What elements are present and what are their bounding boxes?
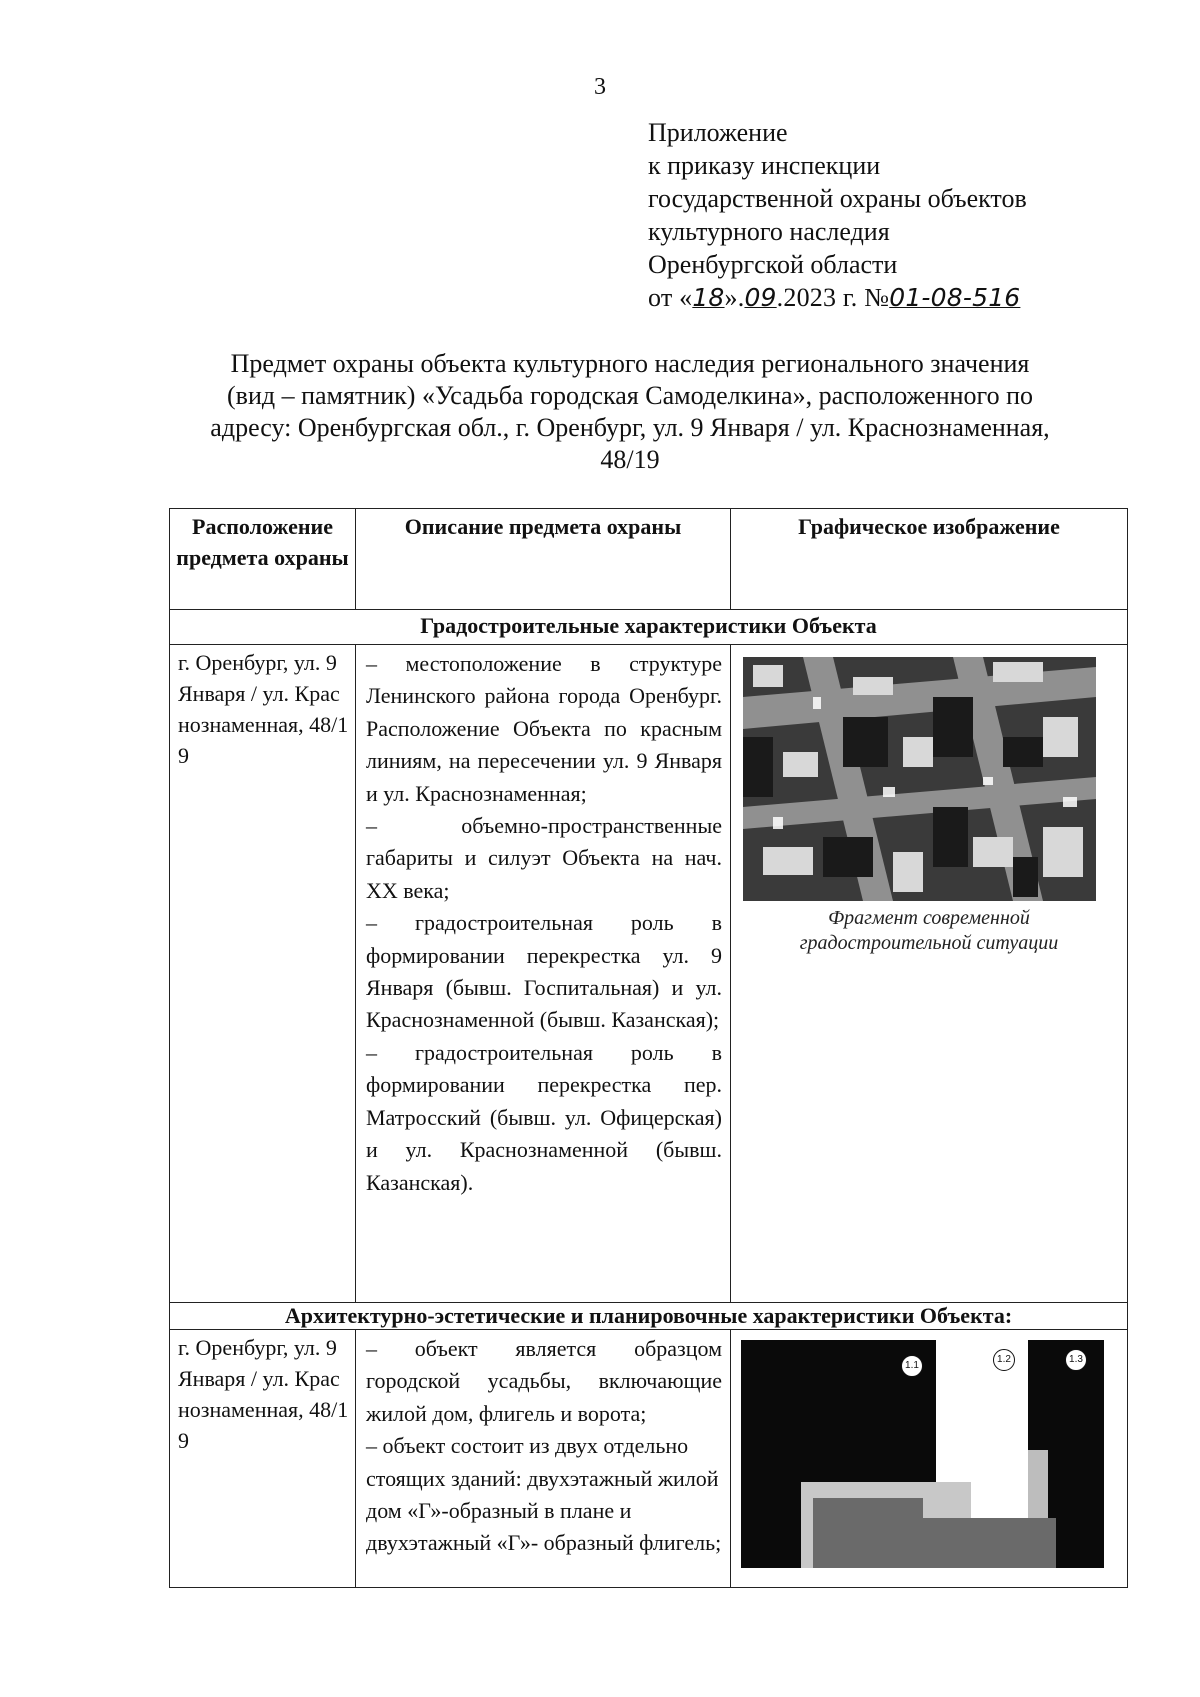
- plan-marker: 1.2: [993, 1349, 1015, 1371]
- description-item: – градостроительная роль в формировании перекрестка ул. 9 Января (бывш. Госпитальная) и ул. Краснознаменной (бывш. Казанская);: [366, 910, 722, 1033]
- location-cell: г. Оренбург, ул. 9 Января / ул. Краснознаменная, 48/19: [170, 645, 356, 1303]
- order-prefix: от «: [648, 283, 693, 312]
- description-item: – объект является образцом городской усадьбы, включающие жилой дом, флигель и ворота;: [366, 1336, 722, 1426]
- page-number: 3: [594, 74, 606, 100]
- table-row: [170, 1330, 1128, 1588]
- building-shape: [969, 1490, 1029, 1520]
- header-graphic: Графическое изображение: [731, 509, 1128, 610]
- title-line: (вид – памятник) «Усадьба городская Самоделкина», расположенного по: [227, 381, 1033, 410]
- description-cell: [356, 1330, 731, 1588]
- section-title-architecture: Архитектурно-эстетические и планировочные характеристики Объекта:: [170, 1303, 1128, 1330]
- graphic-cell: [731, 645, 1128, 1303]
- appendix-line: культурного наследия: [648, 217, 890, 246]
- appendix-block: [648, 116, 1027, 314]
- table-header-row: [170, 509, 1128, 610]
- description-cell: [356, 645, 731, 1303]
- appendix-line: Приложение: [648, 118, 788, 147]
- order-month: 09: [744, 283, 777, 312]
- protection-table: [169, 508, 1128, 1588]
- description-item: – местоположение в структуре Ленинского района города Оренбург. Расположение Объекта по красным линиям, на пересечении ул. 9 Января и ул. Краснознаменная;: [366, 651, 722, 806]
- description-item: – объемно-пространственные габариты и силуэт Объекта на нач. XX века;: [366, 813, 722, 903]
- appendix-line: Оренбургской области: [648, 250, 898, 279]
- building-shape: [1028, 1450, 1048, 1520]
- description-item: – объект состоит из двух отдельно стоящих зданий: двухэтажный жилой дом «Г»-образный в плане и двухэтажный «Г»- образный флигель;: [366, 1433, 722, 1556]
- building-shape: [881, 1518, 1056, 1568]
- appendix-line: государственной охраны объектов: [648, 184, 1027, 213]
- header-description: Описание предмета охраны: [356, 509, 731, 610]
- order-year: .2023 г. №: [776, 283, 890, 312]
- aerial-map-image: [743, 657, 1096, 901]
- document-title: [150, 348, 1110, 476]
- section-title-urban: Градостроительные характеристики Объекта: [170, 610, 1128, 645]
- appendix-line: к приказу инспекции: [648, 151, 881, 180]
- title-line: 48/19: [600, 445, 660, 474]
- section-row: [170, 1303, 1128, 1330]
- section-row: [170, 610, 1128, 645]
- site-plan-image: [741, 1340, 1104, 1568]
- order-date-line: [648, 281, 1027, 314]
- order-day: 18: [692, 283, 725, 312]
- description-item: – градостроительная роль в формировании перекрестка пер. Матросский (бывш. ул. Офицерская) и ул. Краснознаменной (бывш. Казанская).: [366, 1039, 722, 1195]
- order-mid: ».: [724, 283, 745, 312]
- table-row: [170, 645, 1128, 1303]
- header-location: Расположение предмета охраны: [170, 509, 356, 610]
- map-caption: Фрагмент современной градостроительной ситуации: [799, 907, 1059, 954]
- title-line: адресу: Оренбургская обл., г. Оренбург, ул. 9 Января / ул. Краснознаменная,: [210, 413, 1050, 442]
- location-cell: г. Оренбург, ул. 9 Января / ул. Краснознаменная, 48/19: [170, 1330, 356, 1588]
- plan-marker: 1.3: [1065, 1349, 1087, 1371]
- graphic-cell: [731, 1330, 1128, 1588]
- order-number: 01-08-516: [889, 283, 1021, 312]
- plan-marker: 1.1: [901, 1355, 923, 1377]
- aerial-map-graphic: [743, 657, 1096, 901]
- title-line: Предмет охраны объекта культурного наследия регионального значения: [230, 349, 1030, 378]
